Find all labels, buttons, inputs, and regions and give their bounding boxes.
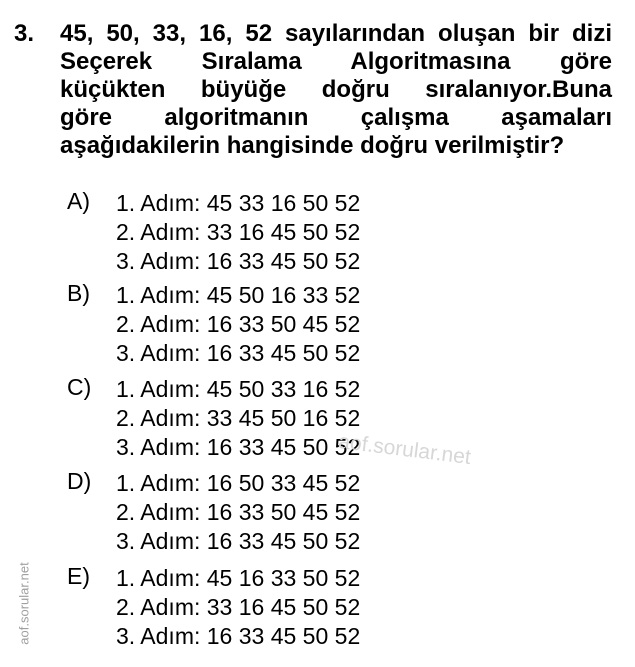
option-d-step-2: 2. Adım: 16 33 50 45 52 — [116, 499, 361, 525]
question-number: 3. — [14, 20, 35, 47]
option-c-letter[interactable]: C) — [67, 374, 92, 400]
option-b-step-2: 2. Adım: 16 33 50 45 52 — [116, 311, 361, 337]
option-d-step-3: 3. Adım: 16 33 45 50 52 — [116, 528, 361, 554]
side-watermark: aof.sorular.net — [16, 562, 32, 645]
watermark: aof.sorular.net — [337, 430, 473, 470]
option-c-step-2: 2. Adım: 33 45 50 16 52 — [116, 405, 361, 431]
option-c-step-3: 3. Adım: 16 33 45 50 52 — [116, 434, 361, 460]
option-d-letter[interactable]: D) — [67, 468, 92, 494]
option-b-step-1: 1. Adım: 45 50 16 33 52 — [116, 282, 361, 308]
option-e-step-1: 1. Adım: 45 16 33 50 52 — [116, 565, 361, 591]
option-a-letter[interactable]: A) — [67, 188, 90, 214]
option-a-step-1: 1. Adım: 45 33 16 50 52 — [116, 190, 361, 216]
question-line-2: Seçerek Sıralama Algoritmasına göre — [60, 48, 612, 75]
option-b-step-3: 3. Adım: 16 33 45 50 52 — [116, 340, 361, 366]
option-b-letter[interactable]: B) — [67, 280, 90, 306]
option-e-step-3: 3. Adım: 16 33 45 50 52 — [116, 623, 361, 649]
option-e-step-2: 2. Adım: 33 16 45 50 52 — [116, 594, 361, 620]
option-e-letter[interactable]: E) — [67, 563, 90, 589]
question-line-5: aşağıdakilerin hangisinde doğru verilmiştir? — [60, 132, 565, 159]
option-c-step-1: 1. Adım: 45 50 33 16 52 — [116, 376, 361, 402]
question-line-3: küçükten büyüğe doğru sıralanıyor.Buna — [60, 76, 612, 103]
question-line-4: göre algoritmanın çalışma aşamaları — [60, 104, 612, 131]
option-a-step-3: 3. Adım: 16 33 45 50 52 — [116, 248, 361, 274]
option-a-step-2: 2. Adım: 33 16 45 50 52 — [116, 219, 361, 245]
option-d-step-1: 1. Adım: 16 50 33 45 52 — [116, 470, 361, 496]
question-line-1: 45, 50, 33, 16, 52 sayılarından oluşan bir dizi — [60, 20, 612, 47]
